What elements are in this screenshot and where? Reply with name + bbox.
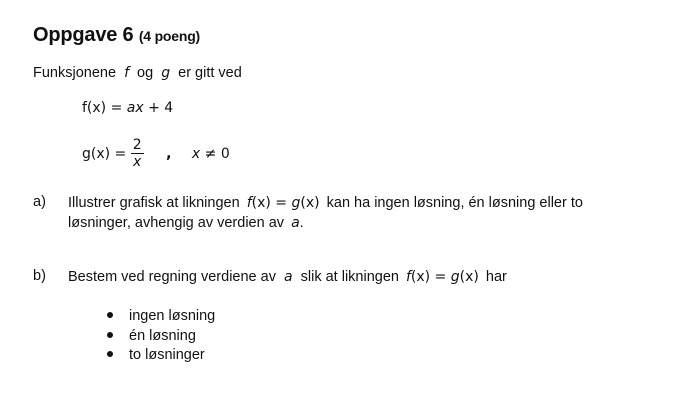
part-b-label: b) (33, 268, 46, 284)
part-b-eq-mid: (x) = (410, 269, 451, 285)
bullet-icon (107, 332, 113, 338)
list-item (107, 328, 196, 344)
eq2-comma: , (166, 146, 172, 162)
part-a-line1-post: kan ha ingen løsning, én løsning eller to (326, 195, 583, 211)
eq1-a: a (126, 100, 136, 116)
part-a-eq-g: g (291, 195, 301, 211)
part-b-equation (406, 269, 479, 285)
eq2-cond-x: x (191, 146, 201, 162)
part-a-eq-mid: (x) = (251, 195, 292, 211)
equation-g (82, 138, 230, 170)
intro-line (33, 65, 242, 81)
eq2-cond-rest: ≠ 0 (200, 146, 230, 162)
list-item-text: én løsning (129, 328, 196, 344)
bullet-icon (107, 312, 113, 318)
intro-text-start: Funksjonene (33, 65, 117, 81)
list-item-text: to løsninger (129, 347, 205, 363)
bullet-icon (107, 351, 113, 357)
part-b-eq-g: g (450, 269, 460, 285)
part-b-var-a: a (284, 269, 293, 285)
equation-f (82, 100, 173, 116)
task-points: (4 poeng) (138, 28, 201, 44)
list-item (107, 308, 215, 324)
part-b-line (68, 269, 507, 285)
list-item (107, 347, 205, 363)
eq2-numerator: 2 (132, 137, 142, 153)
part-a-equation (247, 195, 320, 211)
part-b-eq-f: f (405, 269, 411, 285)
part-a-line2 (68, 215, 304, 231)
eq2-fraction (131, 138, 144, 170)
part-a-line1 (68, 195, 583, 211)
part-a-eq-f: f (246, 195, 252, 211)
list-item-text: ingen løsning (129, 308, 216, 324)
part-a-eq-end: (x) (300, 195, 320, 211)
part-a-var-a: a (291, 215, 300, 231)
part-b-mid: slik at likningen (300, 269, 399, 285)
eq1-lhs: f(x) = (82, 100, 127, 116)
eq2-denominator: x (133, 154, 142, 170)
part-b-eq-end: (x) (459, 269, 479, 285)
part-a-line2-pre: løsninger, avhengig av verdien av (68, 215, 285, 231)
part-a-period: . (299, 215, 304, 231)
intro-g: g (161, 65, 171, 81)
eq1-x: x (135, 100, 144, 116)
eq1-tail: + 4 (143, 100, 174, 116)
eq2-condition (192, 146, 230, 162)
part-b-pre: Bestem ved regning verdiene av (68, 269, 276, 285)
intro-og: og (137, 65, 154, 81)
task-title (33, 24, 200, 47)
intro-f: f (124, 65, 129, 81)
task-title-text: Oppgave 6 (33, 24, 134, 46)
part-a-label: a) (33, 194, 46, 210)
eq2-lhs: g(x) = (82, 146, 131, 162)
intro-text-end: er gitt ved (178, 65, 242, 81)
part-b-post: har (485, 269, 507, 285)
part-a-line1-pre: Illustrer grafisk at likningen (68, 195, 240, 211)
